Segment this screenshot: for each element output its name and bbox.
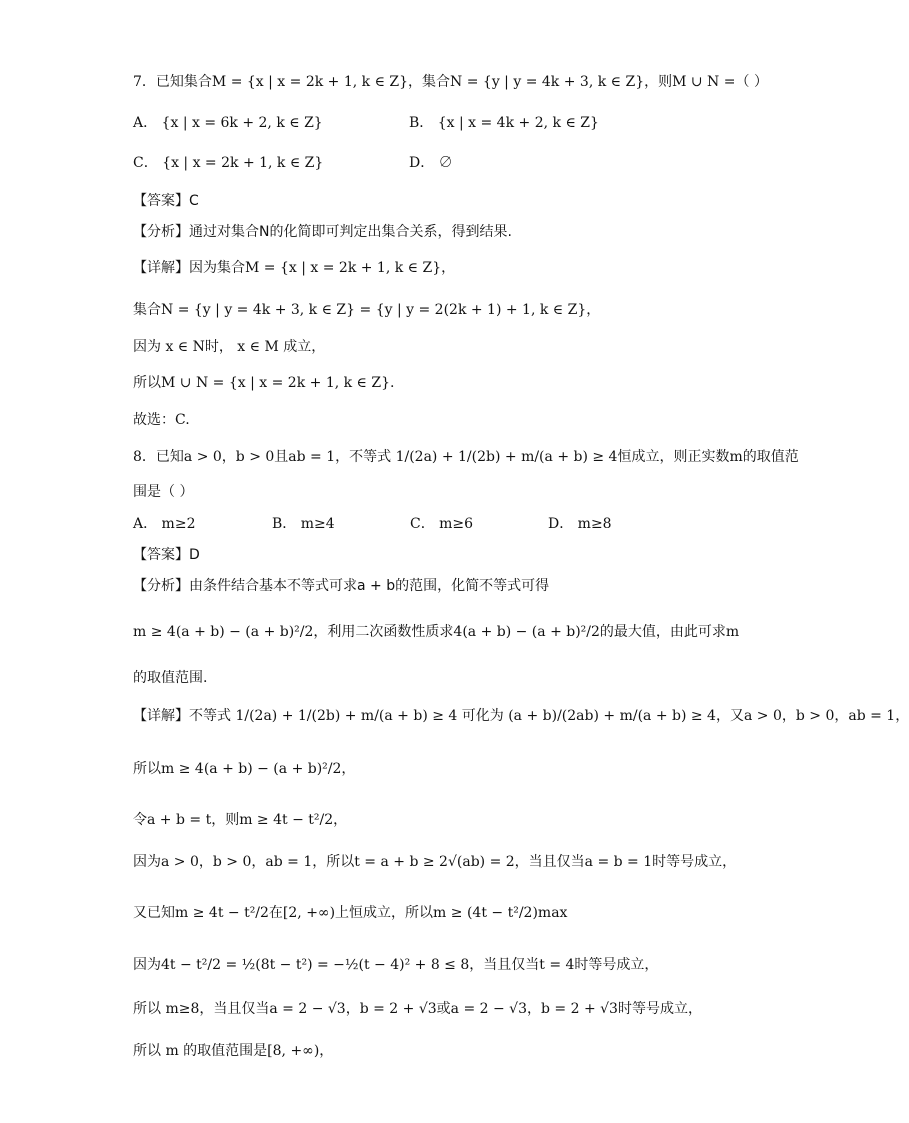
q8-detail-line: 因为4t − t²/2 = ½(8t − t²) = −½(t − 4)² + 8 ≤ 8，当且仅当t = 4时等号成立， <box>133 957 659 973</box>
q7-analysis: 【分析】通过对集合N的化简即可判定出集合关系，得到结果. <box>133 224 512 240</box>
q7-stem: 7．已知集合M = {x | x = 2k + 1, k ∈ Z}，集合N = {y | y = 4k + 3, k ∈ Z}，则M ∪ N =（ ） <box>133 74 768 90</box>
q7-detail-line: 【详解】因为集合M = {x | x = 2k + 1, k ∈ Z}， <box>133 260 456 276</box>
q7-option-c: C． {x | x = 2k + 1, k ∈ Z} <box>133 155 324 171</box>
q8-stem-cont: 围是（ ） <box>133 484 194 500</box>
q8-detail-line: 又已知m ≥ 4t − t²/2在[2, +∞)上恒成立，所以m ≥ (4t − t²/2)max <box>133 905 568 921</box>
q8-detail-line: 因为a > 0，b > 0，ab = 1，所以t = a + b ≥ 2√(ab) = 2，当且仅当a = b = 1时等号成立， <box>133 854 737 870</box>
q8-analysis-line: 【分析】由条件结合基本不等式可求a + b的范围，化简不等式可得 <box>133 578 550 594</box>
q8-detail-line: 【详解】不等式 1/(2a) + 1/(2b) + m/(a + b) ≥ 4 可化为 (a + b)/(2ab) + m/(a + b) ≥ 4，又a > 0，b > 0，ab = 1， <box>133 708 909 724</box>
q8-detail-line: 所以m ≥ 4(a + b) − (a + b)²/2， <box>133 761 356 777</box>
q7-option-a: A． {x | x = 6k + 2, k ∈ Z} <box>133 115 323 131</box>
q8-detail-line: 令a + b = t，则m ≥ 4t − t²/2， <box>133 812 348 828</box>
q7-detail-line: 集合N = {y | y = 4k + 3, k ∈ Z} = {y | y = 2(2k + 1) + 1, k ∈ Z}， <box>133 302 601 318</box>
q8-analysis-line: 的取值范围. <box>133 670 208 686</box>
q8-detail-line: 所以 m 的取值范围是[8, +∞)， <box>133 1043 334 1059</box>
q7-detail-line: 所以M ∪ N = {x | x = 2k + 1, k ∈ Z}. <box>133 375 395 391</box>
q7-detail-line: 故选：C. <box>133 412 190 428</box>
q8-option-d: D． m≥8 <box>548 516 612 532</box>
q7-option-b: B． {x | x = 4k + 2, k ∈ Z} <box>409 115 599 131</box>
q8-stem: 8．已知a > 0，b > 0且ab = 1，不等式 1/(2a) + 1/(2b) + m/(a + b) ≥ 4恒成立，则正实数m的取值范 <box>133 449 799 465</box>
q7-option-d: D． ∅ <box>409 155 453 171</box>
q8-option-a: A． m≥2 <box>133 516 196 532</box>
q8-answer: 【答案】D <box>133 547 200 563</box>
q8-detail-line: 所以 m≥8，当且仅当a = 2 − √3，b = 2 + √3或a = 2 − √3，b = 2 + √3时等号成立， <box>133 1001 702 1017</box>
q8-option-b: B． m≥4 <box>272 516 335 532</box>
q8-option-c: C． m≥6 <box>410 516 474 532</box>
q8-analysis-line: m ≥ 4(a + b) − (a + b)²/2，利用二次函数性质求4(a + b) − (a + b)²/2的最大值，由此可求m <box>133 624 740 640</box>
q7-answer: 【答案】C <box>133 193 199 209</box>
q7-detail-line: 因为 x ∈ N时， x ∈ M 成立， <box>133 339 326 355</box>
